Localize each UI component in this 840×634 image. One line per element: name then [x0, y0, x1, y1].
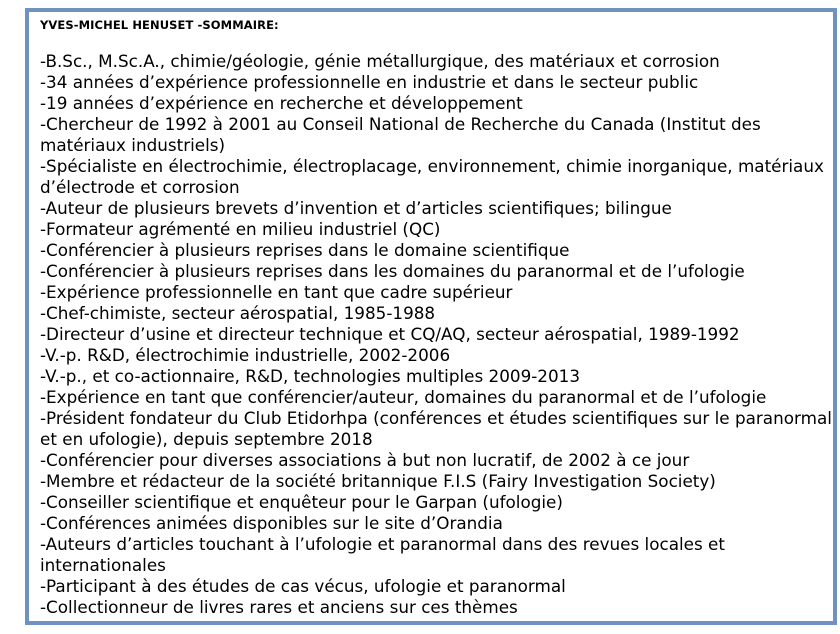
summary-list: [40, 51, 836, 618]
summary-item: -Auteur de plusieurs brevets d’invention et d’articles scientifiques; bilingue: [40, 198, 672, 218]
summary-item: -Conseiller scientifique et enquêteur pour le Garpan (ufologie): [40, 492, 563, 512]
summary-item: -Spécialiste en électrochimie, électroplacage, environnement, chimie inorganique, matériaux d’électrode et corrosion: [40, 156, 824, 197]
summary-item: -Directeur d’usine et directeur technique et CQ/AQ, secteur aérospatial, 1989-1992: [40, 324, 740, 344]
summary-box: [25, 8, 837, 625]
summary-item: -Conférences animées disponibles sur le site d’Orandia: [40, 513, 503, 533]
summary-item: -Formateur agrémenté en milieu industriel (QC): [40, 219, 441, 239]
summary-item: -Participant à des études de cas vécus, ufologie et paranormal: [40, 576, 566, 596]
summary-item: -Membre et rédacteur de la société britannique F.I.S (Fairy Investigation Society): [40, 471, 716, 491]
summary-item: -Conférencier à plusieurs reprises dans le domaine scientifique: [40, 240, 570, 260]
summary-item: -Chef-chimiste, secteur aérospatial, 1985-1988: [40, 303, 436, 323]
summary-item: -Auteurs d’articles touchant à l’ufologie et paranormal dans des revues locales et internationales: [40, 534, 725, 575]
summary-item: -Conférencier à plusieurs reprises dans les domaines du paranormal et de l’ufologie: [40, 261, 745, 281]
summary-item: -Expérience en tant que conférencier/auteur, domaines du paranormal et de l’ufologie: [40, 387, 767, 407]
summary-item: -B.Sc., M.Sc.A., chimie/géologie, génie métallurgique, des matériaux et corrosion: [40, 51, 720, 71]
summary-item: -Collectionneur de livres rares et anciens sur ces thèmes: [40, 597, 518, 617]
summary-item: -Chercheur de 1992 à 2001 au Conseil National de Recherche du Canada (Institut des matériaux industriels): [40, 114, 761, 155]
summary-item: -34 années d’expérience professionnelle en industrie et dans le secteur public: [40, 72, 699, 92]
summary-item: -Conférencier pour diverses associations à but non lucratif, de 2002 à ce jour: [40, 450, 690, 470]
summary-item: -Expérience professionnelle en tant que cadre supérieur: [40, 282, 513, 302]
summary-item: -V.-p., et co-actionnaire, R&D, technologies multiples 2009-2013: [40, 366, 581, 386]
summary-item: -19 années d’expérience en recherche et développement: [40, 93, 523, 113]
summary-item: -V.-p. R&D, électrochimie industrielle, 2002-2006: [40, 345, 451, 365]
summary-heading: YVES-MICHEL HENUSET -SOMMAIRE:: [40, 18, 279, 32]
summary-item: -Président fondateur du Club Etidorhpa (conférences et études scientifiques sur le paranormal et en ufologie), depuis septembre 2018: [40, 408, 832, 449]
